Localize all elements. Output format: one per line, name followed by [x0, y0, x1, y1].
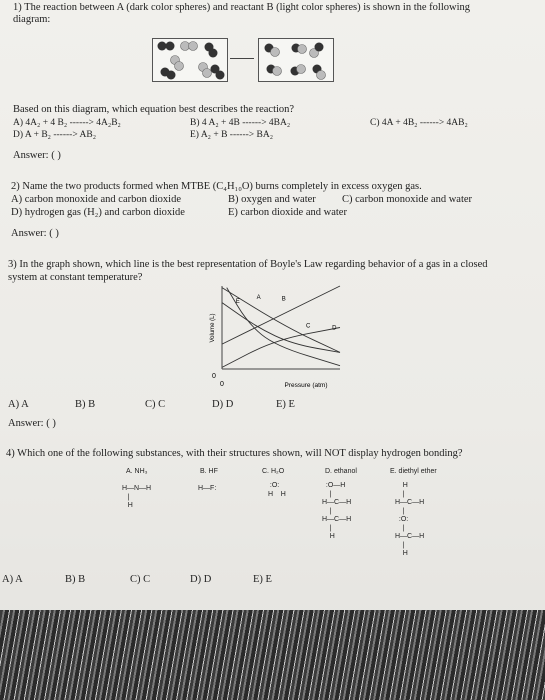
series-line-d [222, 328, 340, 368]
diethyl-ether-structure: H | H—C—H | :O: | H—C—H | H [395, 482, 425, 557]
q4-label-b: B. HF [200, 468, 218, 475]
q2-prompt: 2) Name the two products formed when MTBE (C₄H₁₀O) burns completely in excess oxygen gas. [11, 181, 422, 192]
carpet-background [0, 610, 545, 700]
q3-option-c: C) C [145, 399, 166, 410]
q3-option-a: A) A [8, 399, 29, 410]
q1-option-b: B) 4 A₂ + 4B ------> 4BA₂ [190, 118, 291, 128]
q1-option-a: A) 4A₂ + 4 B₂ ------> 4A₂B₂ [13, 118, 121, 128]
q1-answer-blank[interactable]: Answer: ( ) [13, 150, 61, 161]
series-label-b: B [281, 296, 286, 303]
products-diagram-box [258, 38, 334, 82]
q1-ask: Based on this diagram, which equation best describes the reaction? [13, 104, 295, 115]
h2o-structure: :O: H H [267, 482, 286, 498]
q4-option-e: E) E [253, 574, 272, 585]
product-spheres [259, 39, 333, 81]
q3-option-b: B) B [75, 399, 96, 410]
reactants-diagram-box [152, 38, 228, 82]
q2-option-a: A) carbon monoxide and carbon dioxide [11, 194, 181, 205]
q3-option-d: D) D [212, 399, 234, 410]
y-origin-label: 0 [212, 373, 216, 380]
ethanol-structure: :O—H | H—C—H | H—C—H | H [322, 482, 352, 540]
nh3-structure: H—N—H | H [121, 485, 152, 509]
x-origin-label: 0 [220, 381, 224, 388]
q1-option-c: C) 4A + 4B₂ ------> 4AB₂ [370, 118, 468, 128]
q2-option-b: B) oxygen and water [228, 194, 316, 205]
q4-prompt: 4) Which one of the following substances, with their structures shown, will NOT display hydrogen bonding? [6, 448, 463, 459]
series-label-a: A [256, 294, 261, 301]
q4-option-c: C) C [130, 574, 151, 585]
reaction-arrow [230, 58, 254, 59]
q4-label-e: E. diethyl ether [390, 468, 437, 475]
q3-prompt-line1: 3) In the graph shown, which line is the best representation of Boyle's Law regarding behavior of a gas in a closed [8, 259, 488, 270]
y-axis-label: Volume (L) [210, 313, 216, 343]
q4-option-a: A) A [2, 574, 23, 585]
q2-option-c: C) carbon monoxide and water [342, 194, 473, 205]
q3-prompt-line2: system at constant temperature? [8, 272, 143, 283]
q4-label-d: D. ethanol [325, 468, 357, 475]
q4-label-a: A. NH₃ [126, 468, 148, 475]
q4-label-c: C. H₂O [262, 468, 285, 475]
hf-structure: H—F: [198, 485, 217, 492]
x-axis-label: Pressure (atm) [284, 382, 328, 389]
q1-prompt-line2: diagram: [13, 14, 51, 25]
q4-option-b: B) B [65, 574, 86, 585]
q2-option-e: E) carbon dioxide and water [228, 207, 347, 218]
q3-answer-blank[interactable]: Answer: ( ) [8, 418, 56, 429]
q1-prompt-line1: 1) The reaction between A (dark color spheres) and reactant B (light color spheres) is shown in the following [13, 2, 471, 13]
series-label-c: C [306, 323, 311, 330]
series-label-d: D [332, 325, 337, 332]
q3-option-e: E) E [276, 399, 295, 410]
q4-option-d: D) D [190, 574, 212, 585]
q2-answer-blank[interactable]: Answer: ( ) [11, 228, 59, 239]
q1-option-d: D) A + B₂ ------> AB₂ [13, 130, 97, 140]
q1-option-e: E) A₂ + B ------> BA₂ [190, 130, 274, 140]
series-label-e: E [235, 299, 240, 306]
q2-option-d: D) hydrogen gas (H₂) and carbon dioxide [11, 207, 185, 218]
reactant-spheres [153, 39, 227, 81]
boyle-law-chart [200, 282, 350, 392]
